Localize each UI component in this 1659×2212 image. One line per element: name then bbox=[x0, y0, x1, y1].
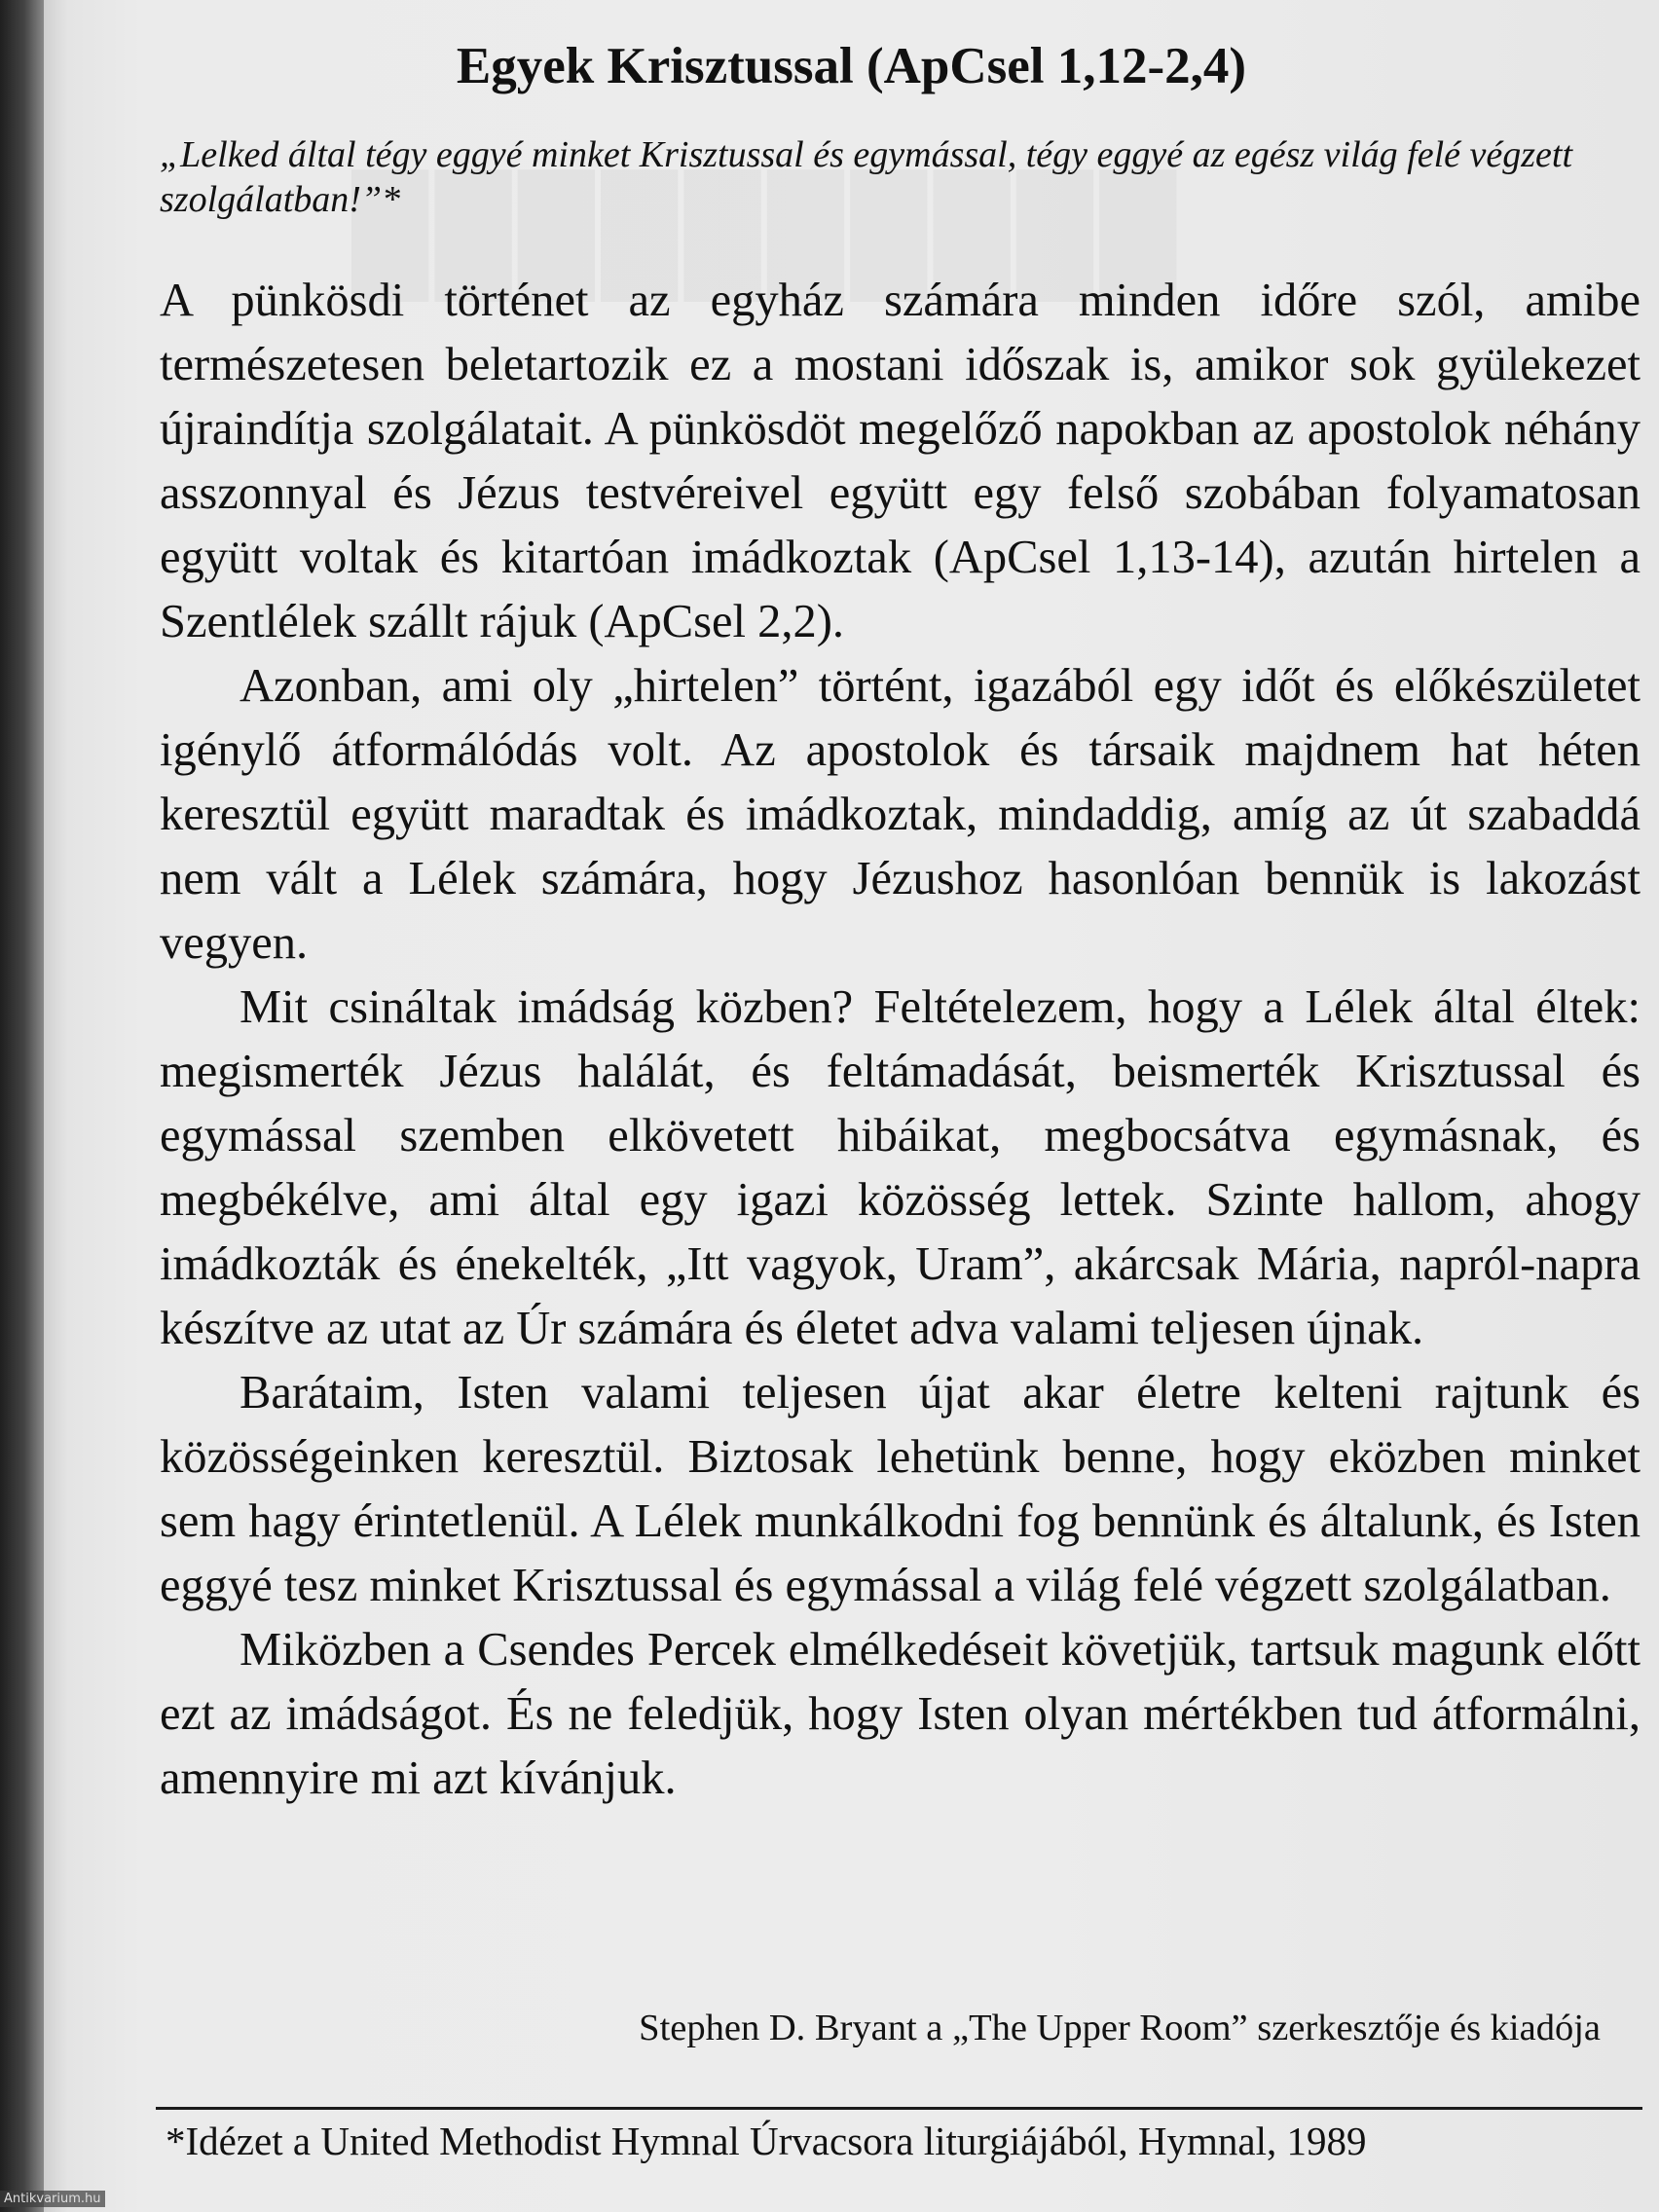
footnote: *Idézet a United Methodist Hymnal Úrvacsora liturgiájából, Hymnal, 1989 bbox=[166, 2119, 1367, 2163]
page-title: Egyek Krisztussal (ApCsel 1,12-2,4) bbox=[456, 38, 1247, 94]
paragraph-3: Mit csináltak imádság közben? Feltételezem, hogy a Lélek által éltek: megismerték Jézus halálát, és feltámadását, beismerték Krisztussal és egymással szemben elkövetett hibáikat, megbocsátva egymásnak, és megbékélve, ami által egy igazi közösség lettek. Szinte hallom, ahogy imádkozták és énekelték, „Itt vagyok, Uram”, akárcsak Mária, napról-napra készítve az utat az Úr számára és életet adva valami teljesen újnak. bbox=[160, 981, 1641, 1354]
watermark: Antikvarium.hu bbox=[0, 2191, 105, 2207]
paragraph-2: Azonban, ami oly „hirtelen” történt, igazából egy időt és előkészületet igénylő átformálódás volt. Az apostolok és társaik majdnem hat héten keresztül együtt maradtak és imádkoztak, mindaddig, amíg az út szabaddá nem vált a Lélek számára, hogy Jézushoz hasonlóan bennük is lakozást vegyen. bbox=[160, 660, 1641, 969]
document-page bbox=[44, 0, 1659, 2212]
motto-quote: „Lelked által tégy eggyé minket Krisztussal és egymással, tégy eggyé az egész világ felé végzett szolgálatban!”* bbox=[160, 134, 1573, 220]
author-signature: Stephen D. Bryant a „The Upper Room” szerkesztője és kiadója bbox=[639, 2008, 1601, 2048]
paragraph-4: Barátaim, Isten valami teljesen újat akar életre kelteni rajtunk és közösségeinken keresztül. Biztosak lehetünk benne, hogy eközben minket sem hagy érintetlenül. A Lélek munkálkodni fog bennünk és általunk, és Isten eggyé tesz minket Krisztussal és egymással a világ felé végzett szolgálatban. bbox=[160, 1367, 1641, 1611]
footnote-divider bbox=[156, 2107, 1642, 2110]
article-body bbox=[160, 269, 1641, 1811]
bleed-through-shadow: ██████████ bbox=[346, 172, 1177, 293]
page-edge-shadow bbox=[0, 0, 44, 2212]
paragraph-1: A pünkösdi történet az egyház számára minden időre szól, amibe természetesen beletartozik ez a mostani időszak is, amikor sok gyülekezet újraindítja szolgálatait. A pünkösdöt megelőző napokban az apostolok néhány asszonnyal és Jézus testvéreivel együtt egy felső szobában folyamatosan együtt voltak és kitartóan imádkoztak (ApCsel 1,13-14), azután hirtelen a Szentlélek szállt rájuk (ApCsel 2,2). bbox=[160, 275, 1641, 647]
paragraph-5: Miközben a Csendes Percek elmélkedéseit követjük, tartsuk magunk előtt ezt az imádságot. És ne feledjük, hogy Isten olyan mértékben tud átformálni, amennyire mi azt kívánjuk. bbox=[160, 1624, 1641, 1804]
